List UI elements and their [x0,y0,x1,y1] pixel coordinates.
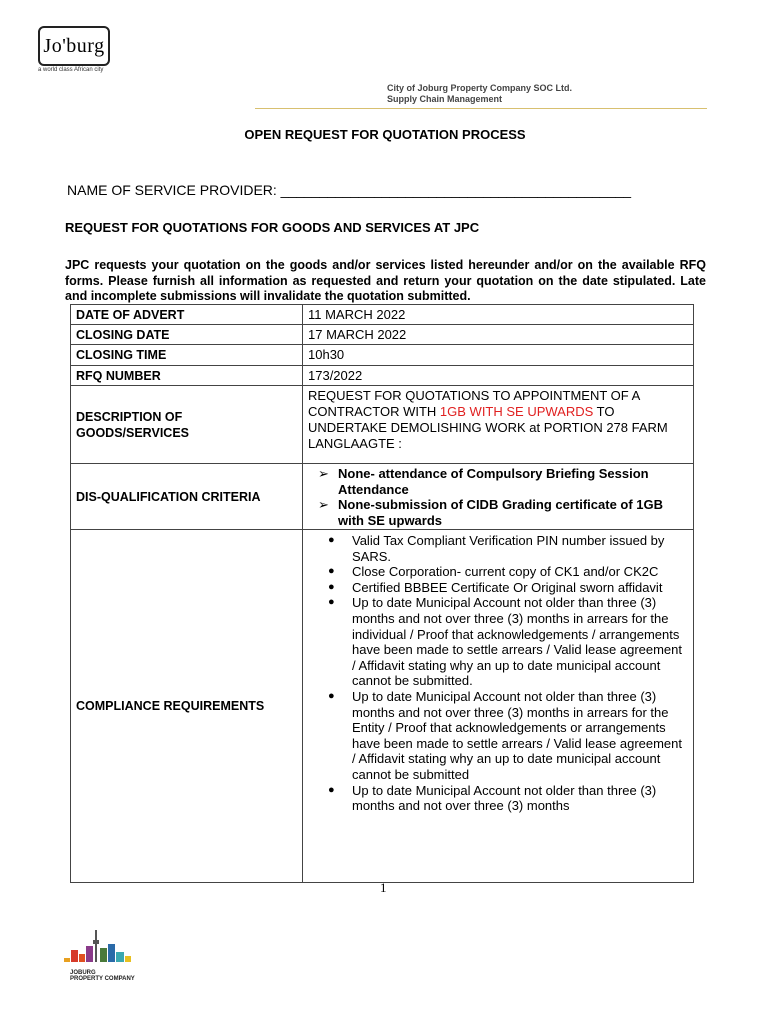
closing-time-value: 10h30 [303,345,694,366]
rfq-number-value: 173/2022 [303,366,694,386]
service-provider-line: NAME OF SERVICE PROVIDER: _____________________________________________ [67,182,632,198]
bullet-icon: ● [328,565,335,578]
list-item: ● Up to date Municipal Account not older than three (3) months and not over three (3) months in arrears for the individual / Proof that acknowledgements / arrangements have been made to settle arrears / Valid lease agreement / Affidavit stating why an up to date municipal account cannot be submitted. [328,595,683,689]
bullet-icon: ● [328,580,335,593]
table-row [71,345,694,366]
department-name: Supply Chain Management [387,94,503,104]
bullet-icon: ● [328,596,335,609]
list-item: ● Up to date Municipal Account not older than three (3) months and not over three (3) months [328,782,657,814]
list-item: ● Certified BBBEE Certificate Or Original sworn affidavit [328,579,663,595]
bullet-icon: ● [328,534,335,546]
bullet-icon: ● [328,689,335,702]
table-row [71,305,694,325]
arrow-bullet-icon: ➢ [318,466,329,481]
jpc-name-line1: JOBURG [70,970,96,976]
table-row [71,464,694,530]
rfq-details-table [70,304,694,883]
logo-tagline: a world class African city [38,67,104,73]
rfq-number-label: RFQ NUMBER [71,366,303,386]
description-value [303,386,694,464]
closing-date-value: 17 MARCH 2022 [303,325,694,345]
compliance-label: COMPLIANCE REQUIREMENTS [71,530,303,883]
table-row [71,366,694,386]
arrow-bullet-icon: ➢ [318,497,329,512]
closing-date-label: CLOSING DATE [71,325,303,345]
disqualification-label: DIS-QUALIFICATION CRITERIA [71,464,303,530]
disqualification-list [308,466,688,528]
header-divider [255,108,707,109]
description-text-part2: TO UNDERTAKE DEMOLISHING WORK at PORTION 278 FARM LANGLAAGTE : [308,404,668,451]
description-highlight: 1GB WITH SE UPWARDS [439,404,594,419]
document-title: OPEN REQUEST FOR QUOTATION PROCESS [244,127,526,142]
list-item: ● Up to date Municipal Account not older than three (3) months and not over three (3) months in arrears for the Entity / Proof that acknowledgements or arrangements have been made to settle arrears / Valid lease agreement / Affidavit stating why an up to date municipal account cannot be submitted [328,688,683,782]
list-item: ➢ None-submission of CIDB Grading certificate of 1GB with SE upwards [318,497,664,528]
table-row [71,530,694,883]
page-number: 1 [380,880,387,895]
description-text-part1: REQUEST FOR QUOTATIONS TO APPOINTMENT OF A CONTRACTOR WITH [308,388,640,419]
disqualification-value [303,464,694,530]
advert-date-value: 11 MARCH 2022 [303,305,694,325]
bullet-icon: ● [328,783,335,796]
list-item: ● Close Corporation- current copy of CK1 and/or CK2C [328,564,659,580]
compliance-list [308,533,688,814]
advert-date-label: DATE OF ADVERT [71,305,303,325]
closing-time-label: CLOSING TIME [71,345,303,366]
list-item: ➢ None- attendance of Compulsory Briefing Session Attendance [318,466,649,497]
table-row [71,325,694,345]
list-item: ● Valid Tax Compliant Verification PIN number issued by SARS. [328,533,665,564]
intro-paragraph: JPC requests your quotation on the goods and/or services listed hereunder and/or on the available RFQ forms. Please furnish all information as requested and return your quotation on the date stipulated. Late and incomplete submissions will invalidate the quotation submitted. [65,258,706,303]
jpc-name [70,970,135,982]
company-name: City of Joburg Property Company SOC Ltd. [387,83,573,93]
description-label: DESCRIPTION OF GOODS/SERVICES [71,386,303,464]
compliance-value [303,530,694,883]
joburg-logo [38,26,110,66]
table-row [71,386,694,464]
section-heading: REQUEST FOR QUOTATIONS FOR GOODS AND SERVICES AT JPC [65,220,480,235]
logo-text: Jo'burg [43,34,105,57]
jpc-name-line2: PROPERTY COMPANY [70,976,135,982]
